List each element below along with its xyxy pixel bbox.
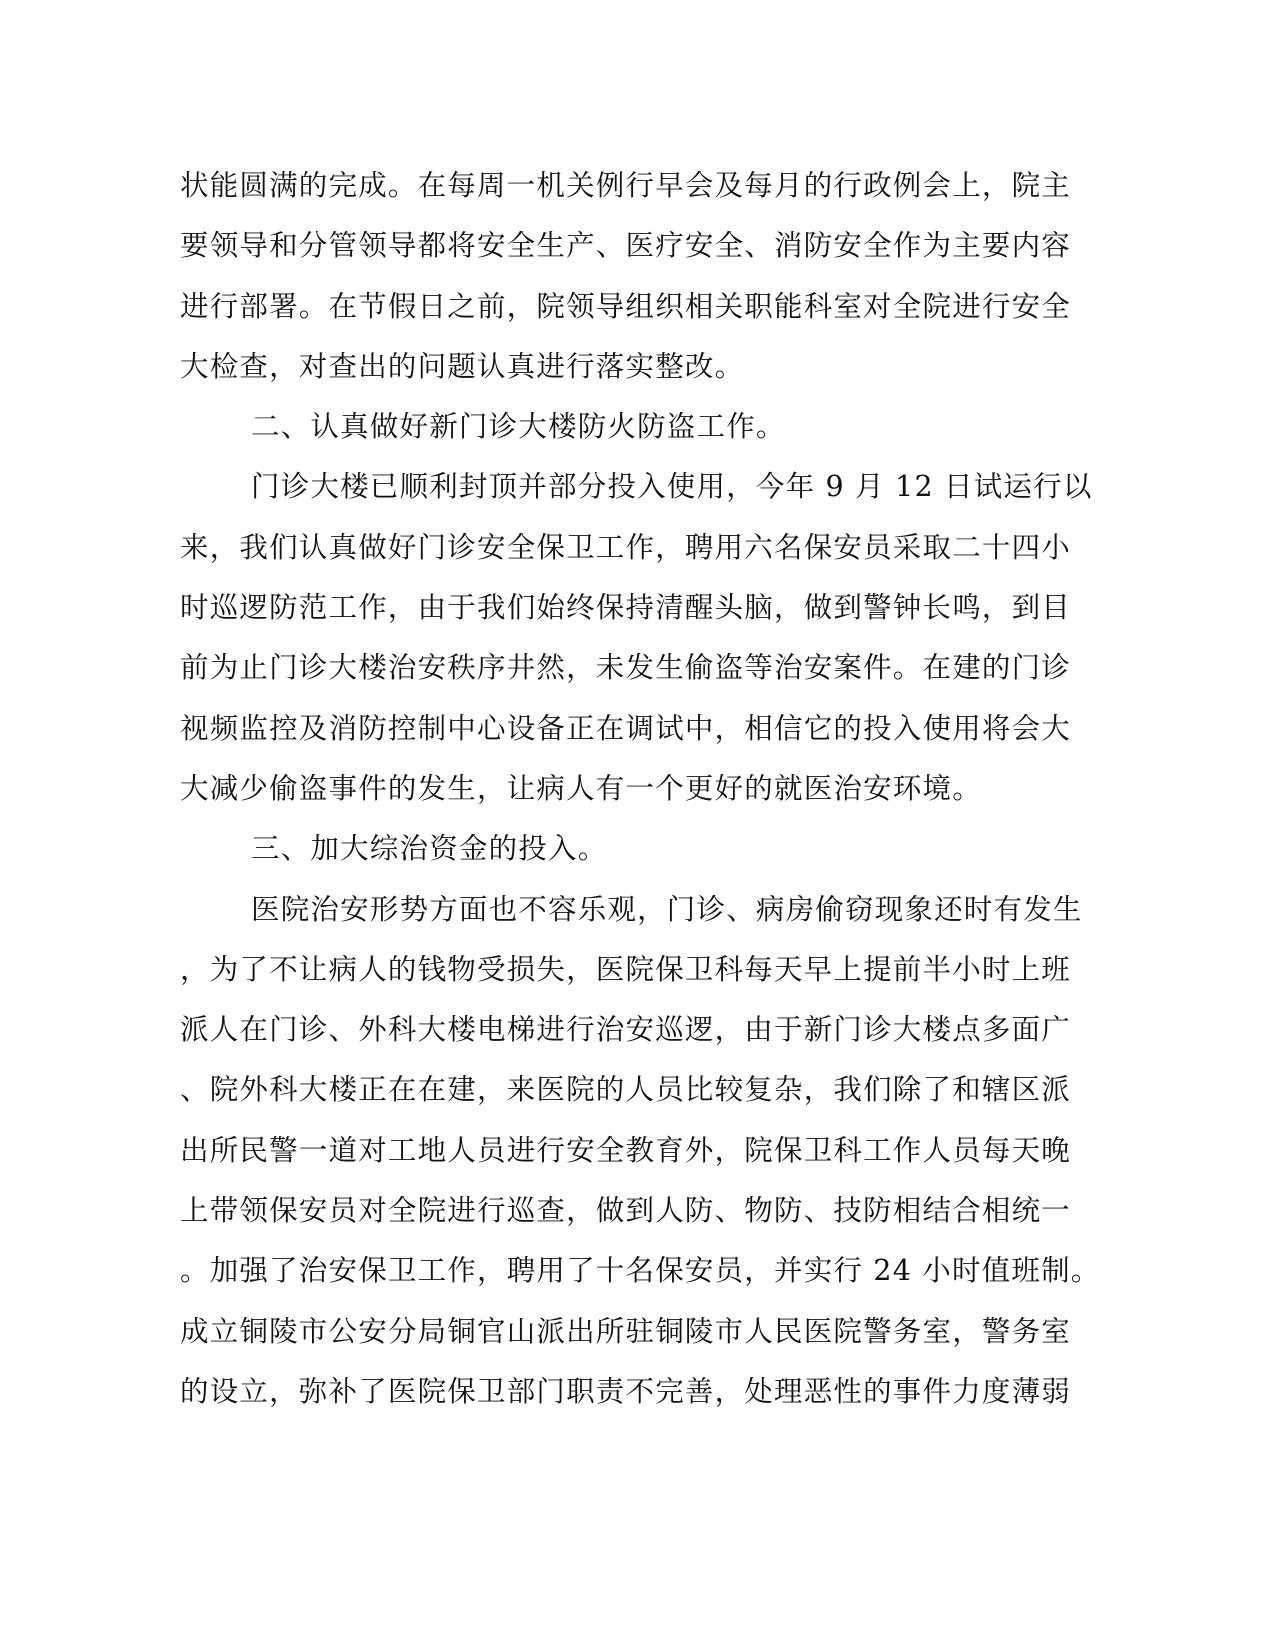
paragraph-first-line: 医院治安形势方面也不容乐观，门诊、病房偷窃现象还时有发生 xyxy=(251,892,1083,926)
text-line: 状能圆满的完成。在每周一机关例行早会及每月的行政例会上，院主 xyxy=(180,169,1072,202)
text-line: 要领导和分管领导都将安全生产、医疗安全、消防安全作为主要内容 xyxy=(180,229,1072,263)
text-line: 时巡逻防范工作，由于我们始终保持清醒头脑，做到警钟长鸣，到目 xyxy=(180,591,1072,625)
section-heading: 三、加大综治资金的投入。 xyxy=(251,832,608,866)
text-line: 成立铜陵市公安分局铜官山派出所驻铜陵市人民医院警务室，警务室 xyxy=(180,1314,1072,1348)
paragraph-first-line: 门诊大楼已顺利封顶并部分投入使用，今年 9 月 12 日试运行以 xyxy=(251,470,1093,504)
text-line: 上带领保安员对全院进行巡查，做到人防、物防、技防相结合相统一 xyxy=(180,1194,1072,1228)
text-line: 进行部署。在节假日之前，院领导组织相关职能科室对全院进行安全 xyxy=(180,289,1072,323)
text-line: 派人在门诊、外科大楼电梯进行治安巡逻，由于新门诊大楼点多面广 xyxy=(180,1013,1072,1047)
text-line: 视频监控及消防控制中心设备正在调试中，相信它的投入使用将会大 xyxy=(180,711,1072,745)
text-line: 前为止门诊大楼治安秩序井然，未发生偷盗等治安案件。在建的门诊 xyxy=(180,651,1072,685)
text-line: ，为了不让病人的钱物受损失，医院保卫科每天早上提前半小时上班 xyxy=(180,952,1072,986)
text-line: 大减少偷盗事件的发生，让病人有一个更好的就医治安环境。 xyxy=(180,771,982,805)
text-line: 的设立，弥补了医院保卫部门职责不完善，处理恶性的事件力度薄弱 xyxy=(180,1374,1072,1408)
document-body xyxy=(180,156,1101,1422)
text-line: 大检查，对查出的问题认真进行落实整改。 xyxy=(180,349,745,383)
text-line: 。加强了治安保卫工作，聘用了十名保安员，并实行 24 小时值班制。 xyxy=(180,1254,1101,1288)
text-line: 、院外科大楼正在在建，来医院的人员比较复杂，我们除了和辖区派 xyxy=(180,1073,1072,1107)
text-line: 来，我们认真做好门诊安全保卫工作，聘用六名保安员采取二十四小 xyxy=(180,530,1072,564)
text-line: 出所民警一道对工地人员进行安全教育外，院保卫科工作人员每天晚 xyxy=(180,1133,1072,1167)
section-heading: 二、认真做好新门诊大楼防火防盗工作。 xyxy=(251,410,786,444)
